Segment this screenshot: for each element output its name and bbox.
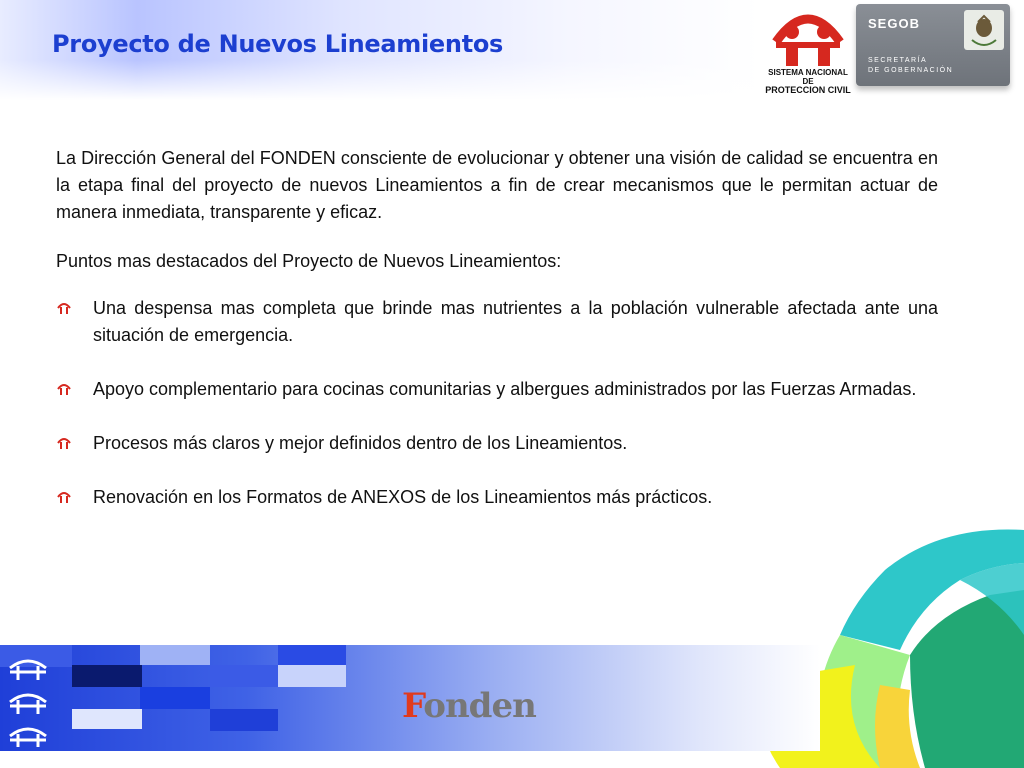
page-title: Proyecto de Nuevos Lineamientos bbox=[52, 30, 504, 58]
list-item bbox=[56, 376, 938, 403]
arch-bullet-icon bbox=[56, 299, 72, 315]
lead-text: Puntos mas destacados del Proyecto de Nuevos Lineamientos: bbox=[56, 251, 562, 271]
bullet-text: Una despensa mas completa que brinde mas nutrientes a la población vulnerable afectada ante una situación de emergencia. bbox=[93, 298, 938, 345]
arch-bullet-icon bbox=[56, 380, 72, 396]
bullet-list bbox=[56, 295, 938, 511]
segob-logo bbox=[856, 4, 1010, 86]
mexico-seal-icon bbox=[964, 10, 1004, 50]
arch-bullet-icon bbox=[56, 488, 72, 504]
segob-line2: DE GOBERNACIÓN bbox=[868, 67, 954, 74]
fonden-initial: F bbox=[402, 686, 424, 726]
bullet-text: Renovación en los Formatos de ANEXOS de los Lineamientos más prácticos. bbox=[93, 487, 713, 507]
content-body bbox=[56, 145, 938, 538]
list-item bbox=[56, 295, 938, 349]
people-logo-icon bbox=[762, 2, 854, 68]
arch-bullet-icon bbox=[56, 434, 72, 450]
footer-blocks bbox=[0, 645, 360, 751]
fonden-rest: onden bbox=[423, 686, 536, 726]
proteccion-civil-line2: PROTECCION CIVIL bbox=[765, 85, 851, 95]
segob-title: SEGOB bbox=[868, 16, 920, 31]
fonden-logo bbox=[402, 686, 536, 726]
footer-arch-icons bbox=[6, 652, 50, 748]
bullet-text: Procesos más claros y mejor definidos dentro de los Lineamientos. bbox=[93, 433, 628, 453]
list-item bbox=[56, 430, 938, 457]
proteccion-civil-line1: SISTEMA NACIONAL DE bbox=[768, 68, 848, 86]
intro-paragraph: La Dirección General del FONDEN consciente de evolucionar y obtener una visión de calidad se encuentra en la etapa final del proyecto de nuevos Lineamientos a fin de crear mecanismos que le permitan actuar de manera inmediata, transparente y eficaz. bbox=[56, 148, 938, 222]
bullet-text: Apoyo complementario para cocinas comunitarias y albergues administrados por las Fuerzas Armadas. bbox=[93, 379, 917, 399]
proteccion-civil-logo bbox=[762, 2, 854, 95]
segob-subtitle bbox=[868, 56, 953, 76]
proteccion-civil-text bbox=[762, 68, 854, 95]
segob-line1: SECRETARÍA bbox=[868, 57, 928, 64]
list-item bbox=[56, 484, 938, 511]
